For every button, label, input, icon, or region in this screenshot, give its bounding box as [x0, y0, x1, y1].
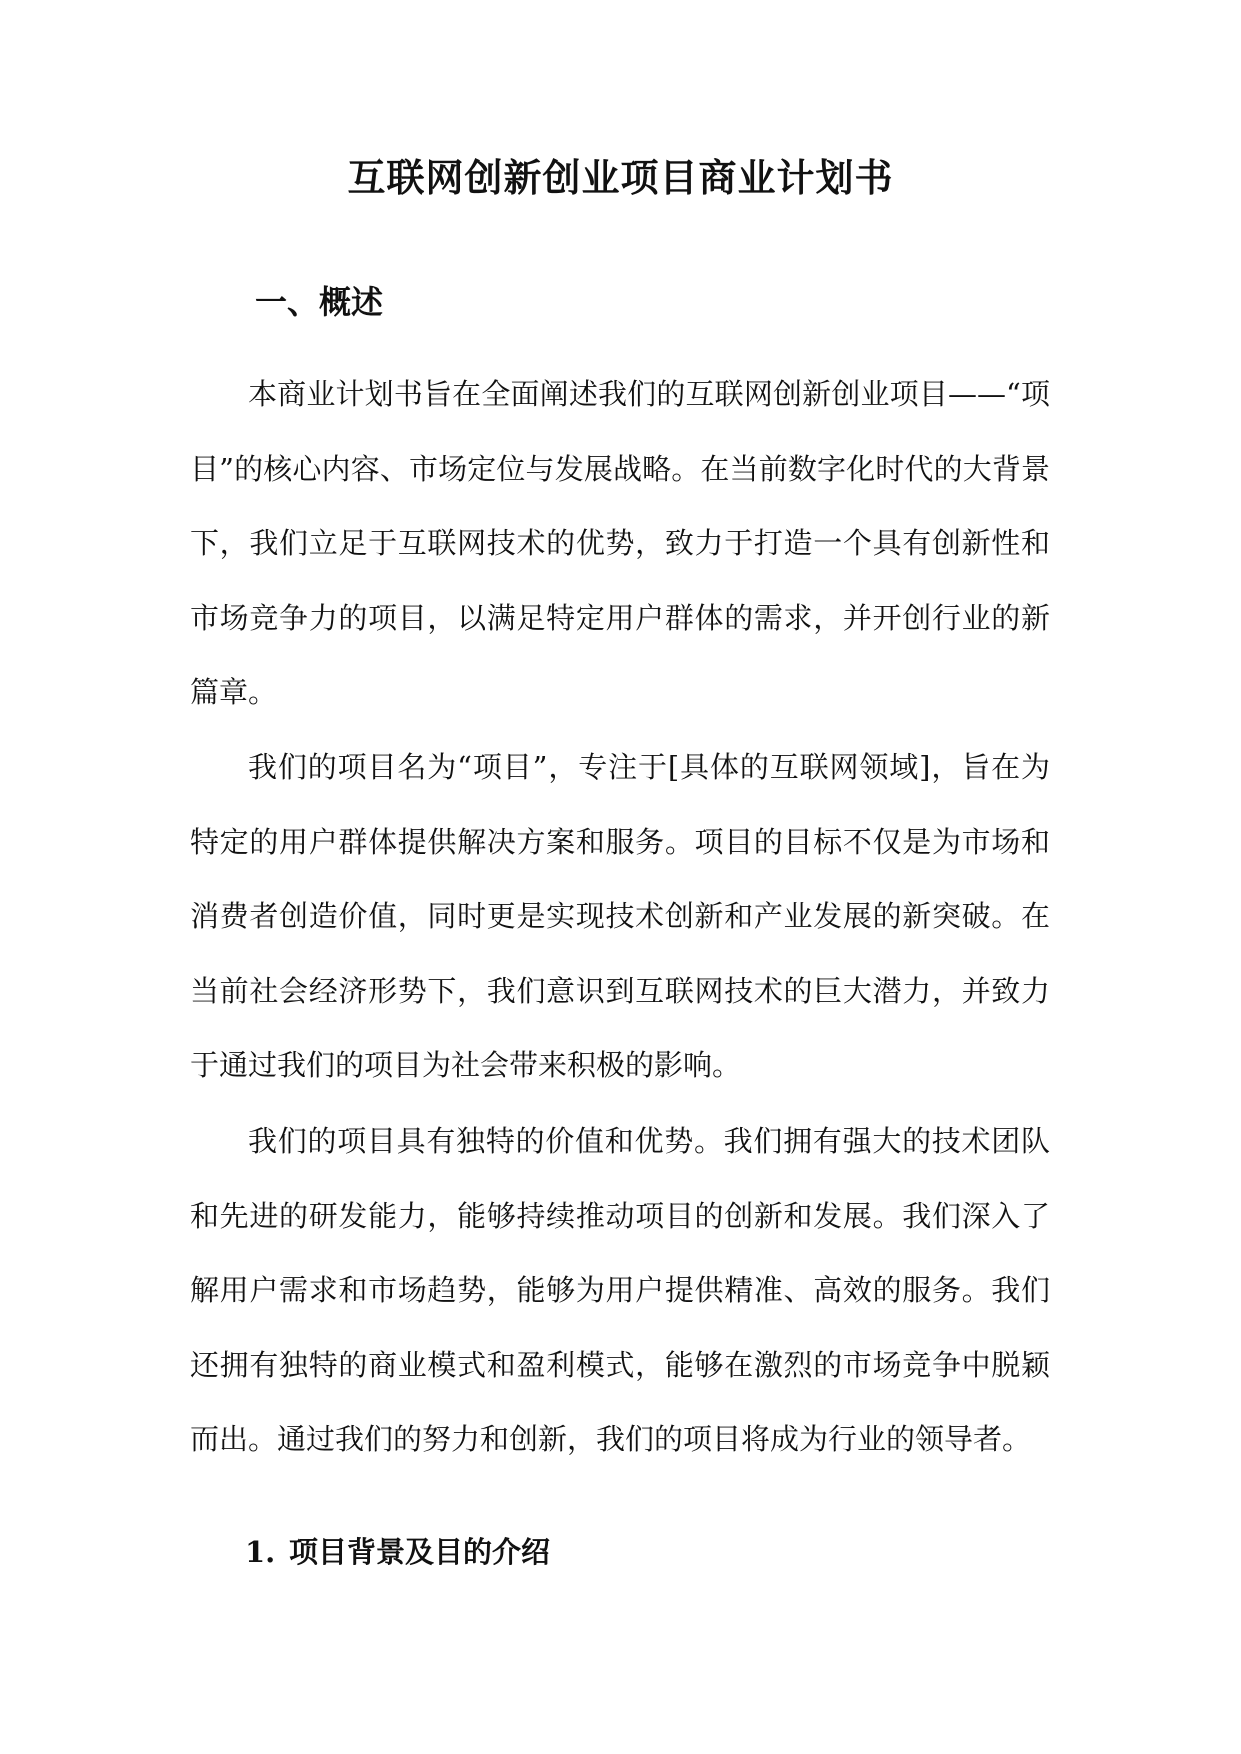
subsection-title: 项目背景及目的介绍: [289, 1535, 551, 1569]
subsection-heading: [245, 1530, 550, 1574]
section-heading-overview: 一、概述: [255, 283, 384, 321]
document-title: 互联网创新创业项目商业计划书: [347, 155, 894, 200]
subsection-number: 1.: [245, 1535, 276, 1569]
overview-paragraph-3: 我们的项目具有独特的价值和优势。我们拥有强大的技术团队和先进的研发能力，能够持续推动项目的创新和发展。我们深入了解用户需求和市场趋势，能够为用户提供精准、高效的服务。我们还拥有独特的商业模式和盈利模式，能够在激烈的市场竞争中脱颖而出。通过我们的努力和创新，我们的项目将成为行业的领导者。: [190, 1124, 1050, 1456]
overview-paragraph-2: 我们的项目名为“项目”，专注于[具体的互联网领域]，旨在为特定的用户群体提供解决方案和服务。项目的目标不仅是为市场和消费者创造价值，同时更是实现技术创新和产业发展的新突破。在当前社会经济形势下，我们意识到互联网技术的巨大潜力，并致力于通过我们的项目为社会带来积极的影响。: [190, 750, 1050, 1082]
overview-paragraph-1: 本商业计划书旨在全面阐述我们的互联网创新创业项目——“项目”的核心内容、市场定位与发展战略。在当前数字化时代的大背景下，我们立足于互联网技术的优势，致力于打造一个具有创新性和市场竞争力的项目，以满足特定用户群体的需求，并开创行业的新篇章。: [190, 377, 1050, 709]
